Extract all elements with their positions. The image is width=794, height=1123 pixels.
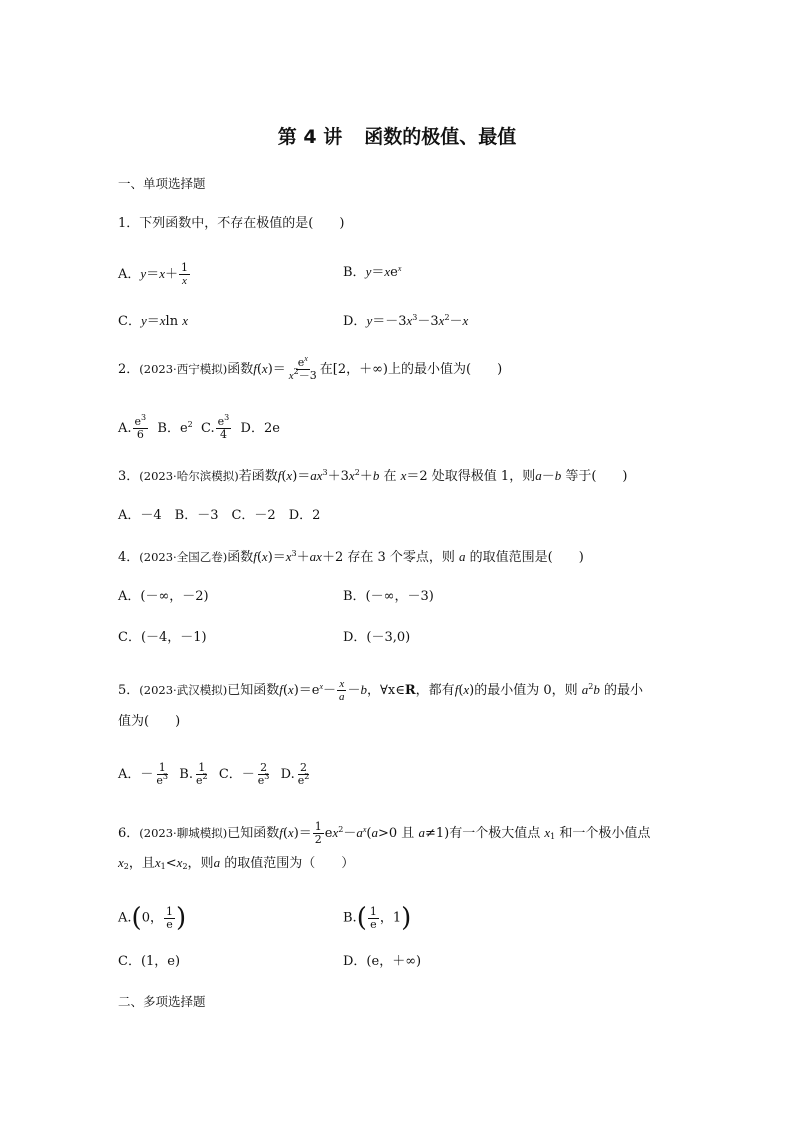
q4-option-c: C．(－4，－1) xyxy=(118,630,207,645)
option-label: D． xyxy=(343,314,367,329)
fraction: $\frac{e^3}{4}$ xyxy=(217,413,230,441)
q6-option-a: A.(0， $\frac{1}{e}$ ) xyxy=(118,903,187,933)
q4-option-b: B．(－∞，－3) xyxy=(343,589,434,604)
option-label: B． xyxy=(343,265,366,280)
option-label: A. xyxy=(118,421,132,436)
option-label: A．－ xyxy=(118,767,154,782)
question-6-stem: 6．(2023·聊城模拟)已知函数f(x)＝ $\frac{1}{2}$ $ex^2-a^x(a>0$ 且 a≠1)有一个极大值点 $x_1$ 和一个极小值点 xyxy=(118,820,651,846)
stem-text: 等于( ) xyxy=(565,469,628,484)
question-5-stem-continued: 值为( ) xyxy=(118,714,181,729)
fraction: $\frac{1}{e}$ xyxy=(165,904,173,931)
q4-option-a: A．(－∞，－2) xyxy=(118,589,209,604)
option-label: B. xyxy=(179,767,193,782)
stem-text: 在[2，＋∞)上的最小值为( ) xyxy=(319,362,503,377)
lecture-number: 第 4 讲 xyxy=(277,126,343,148)
stem-text: ，都有 xyxy=(415,683,455,698)
stem-text: 的取值范围是( ) xyxy=(469,550,584,565)
q6-option-c: C．(1，e) xyxy=(118,954,181,969)
page-title xyxy=(0,122,794,149)
q3-options: A．－4 B．－3 C．－2 D．2 xyxy=(118,508,321,523)
stem-text: 和一个极小值点 xyxy=(559,826,651,841)
question-source: (2023·武汉模拟) xyxy=(139,683,228,697)
q6-option-d: D．(e，＋∞) xyxy=(343,954,422,969)
stem-text: 处取得极值 1，则 xyxy=(431,469,536,484)
option-label: B. xyxy=(343,910,357,926)
option-label: A. xyxy=(118,910,132,926)
section-heading-multiple-choice: 二、多项选择题 xyxy=(118,994,206,1009)
question-source: (2023·哈尔滨模拟) xyxy=(139,469,239,483)
fraction: $\frac{1}{x}$ xyxy=(180,261,188,287)
question-number: 4． xyxy=(118,550,140,565)
stem-text: 存在 3 个零点，则 xyxy=(347,550,455,565)
option-label: A． xyxy=(118,267,141,282)
q5-options xyxy=(118,762,312,787)
stem-text: 已知函数 xyxy=(227,683,280,698)
q1-option-a: A．y＝x＋ $\frac{1}{x}$ xyxy=(118,261,188,287)
fraction: $\frac{2}{e^2}$ xyxy=(297,761,310,787)
stem-text: 的最小值为 0，则 xyxy=(474,683,578,698)
lecture-title: 函数的极值、最值 xyxy=(364,126,517,148)
question-3-stem: 3．(2023·哈尔滨模拟)若函数$f(x)=ax^3+3x^2+b$ 在 x＝2 处取得极值 1，则a－b 等于( ) xyxy=(118,468,628,484)
stem-text: 的取值范围为（ ） xyxy=(224,856,355,871)
question-source: (2023·全国乙卷) xyxy=(139,550,228,564)
q6-option-b: B.( $\frac{1}{e}$ ，1) xyxy=(343,903,412,933)
fraction: $\frac{1}{e}$ xyxy=(369,904,377,931)
stem-text: 在 xyxy=(383,469,397,484)
question-number: 2． xyxy=(118,362,140,377)
option-label: C. xyxy=(201,421,215,436)
option-d: D．2e xyxy=(240,421,280,436)
q2-options: A. $\frac{e^3}{6}$ B．$e^2$ C. $\frac{e^3}{4}$ D．2e xyxy=(118,413,280,441)
option-label: C．－ xyxy=(218,767,255,782)
fraction: $\frac{x}{a}$ xyxy=(339,678,345,703)
option-b: B．e xyxy=(157,421,188,436)
section-heading-single-choice: 一、单项选择题 xyxy=(118,176,206,191)
stem-text: ，则 xyxy=(187,856,214,871)
q1-option-d: D．$y=-3x^3-3x^2-x$ xyxy=(343,313,469,329)
stem-text: 函数 xyxy=(227,550,254,565)
question-1-stem: 1．下列函数中，不存在极值的是( ) xyxy=(118,216,345,231)
fraction: $\frac{e^x}{x^2-3}$ xyxy=(288,354,317,382)
fraction: $\frac{1}{e^3}$ xyxy=(156,761,168,787)
stem-text: ，且 xyxy=(128,856,155,871)
question-number: 6． xyxy=(118,826,140,841)
q1-option-b: B．$y=xe^x$ xyxy=(343,264,402,280)
question-source: (2023·西宁模拟) xyxy=(139,362,228,376)
real-numbers-symbol: R xyxy=(404,683,416,698)
stem-text: ，∀x∈ xyxy=(367,683,405,698)
q1-option-c: C．y＝xln x xyxy=(118,313,188,329)
fraction: $\frac{1}{e^2}$ xyxy=(195,761,208,787)
stem-text: 的最小 xyxy=(604,683,644,698)
question-source: (2023·聊城模拟) xyxy=(139,826,228,840)
question-number: 5． xyxy=(118,683,140,698)
question-6-stem-continued: $x_2$，且$x_1<x_2$，则a 的取值范围为（ ） xyxy=(118,855,355,871)
question-2-stem: 2．(2023·西宁模拟)函数f(x)＝ $\frac{e^x}{x^2-3}$ 在[2，＋∞)上的最小值为( ) xyxy=(118,354,503,382)
stem-text: 函数 xyxy=(227,362,254,377)
fraction: $\frac{2}{e^3}$ xyxy=(257,761,270,787)
stem-text: 若函数 xyxy=(238,469,278,484)
fraction: $\frac{e^3}{6}$ xyxy=(134,413,147,441)
stem-text: 有一个极大值点 xyxy=(449,826,541,841)
q4-option-d: D．(－3,0) xyxy=(343,630,411,645)
question-4-stem: 4．(2023·全国乙卷)函数$f(x)=x^3+ax+2$ 存在 3 个零点，则 a 的取值范围是( ) xyxy=(118,549,584,565)
question-5-stem: 5．(2023·武汉模拟)已知函数$f(x)=e^x-$ $\frac{x}{a}$ －b，∀x∈R，都有f(x)的最小值为 0，则 $a^2b$ 的最小 xyxy=(118,678,644,703)
stem-text: 已知函数 xyxy=(227,826,280,841)
question-number: 3． xyxy=(118,469,140,484)
option-label: C． xyxy=(118,314,141,329)
option-label: D. xyxy=(280,767,295,782)
fraction: $\frac{1}{2}$ xyxy=(314,820,322,846)
